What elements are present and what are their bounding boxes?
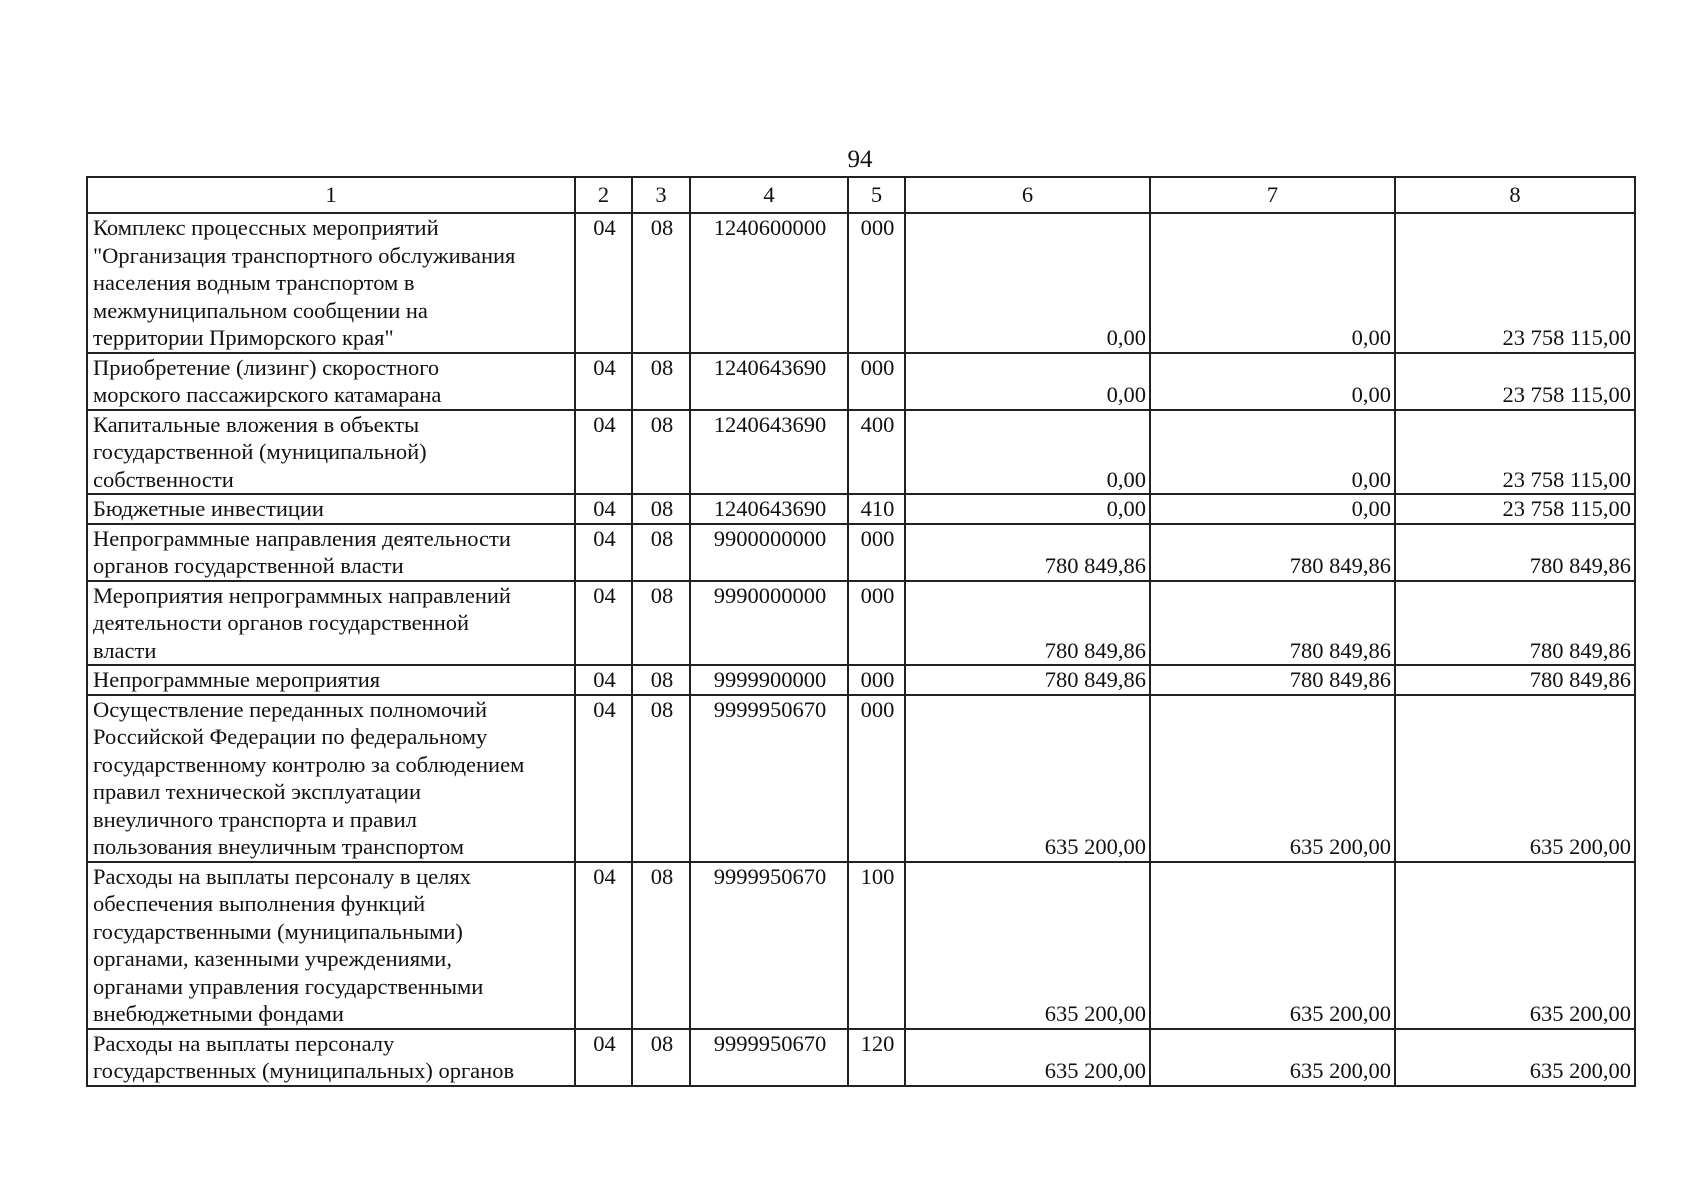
table-row xyxy=(87,1029,1635,1086)
expense-type-cell: 100 xyxy=(848,862,905,1029)
subsection-code-cell: 08 xyxy=(632,1029,690,1086)
row-name-cell: Расходы на выплаты персоналу государственных (муниципальных) органов xyxy=(87,1029,575,1086)
amount-cell-6: 0,00 xyxy=(905,213,1150,353)
amount-cell-6: 780 849,86 xyxy=(905,665,1150,695)
row-name-cell: Осуществление переданных полномочий Российской Федерации по федеральному государственному контролю за соблюдением правил технической эксплуатации внеуличного транспорта и правил пользования внеуличным транспортом xyxy=(87,695,575,862)
expense-type-cell: 400 xyxy=(848,410,905,495)
target-article-cell: 1240643690 xyxy=(690,494,848,524)
expense-type-cell: 000 xyxy=(848,665,905,695)
table-row xyxy=(87,213,1635,353)
subsection-code-cell: 08 xyxy=(632,524,690,581)
amount-cell-8: 780 849,86 xyxy=(1395,524,1635,581)
amount-cell-6: 635 200,00 xyxy=(905,695,1150,862)
amount-cell-8: 23 758 115,00 xyxy=(1395,353,1635,410)
row-name-cell: Расходы на выплаты персоналу в целях обеспечения выполнения функций государственными (муниципальными) органами, казенными учреждениями, органами управления государственными внебюджетными фондами xyxy=(87,862,575,1029)
subsection-code-cell: 08 xyxy=(632,581,690,666)
subsection-code-cell: 08 xyxy=(632,695,690,862)
amount-cell-7: 0,00 xyxy=(1150,494,1395,524)
expense-type-cell: 000 xyxy=(848,524,905,581)
row-name-cell: Бюджетные инвестиции xyxy=(87,494,575,524)
target-article-cell: 1240643690 xyxy=(690,353,848,410)
amount-cell-6: 635 200,00 xyxy=(905,1029,1150,1086)
amount-cell-8: 635 200,00 xyxy=(1395,862,1635,1029)
section-code-cell: 04 xyxy=(575,353,632,410)
amount-cell-7: 0,00 xyxy=(1150,410,1395,495)
row-name-cell: Комплекс процессных мероприятий "Организация транспортного обслуживания населения водным транспортом в межмуниципальном сообщении на территории Приморского края" xyxy=(87,213,575,353)
amount-cell-8: 780 849,86 xyxy=(1395,581,1635,666)
subsection-code-cell: 08 xyxy=(632,213,690,353)
target-article-cell: 9999950670 xyxy=(690,862,848,1029)
amount-cell-7: 780 849,86 xyxy=(1150,581,1395,666)
column-header: 5 xyxy=(848,177,905,213)
column-header: 1 xyxy=(87,177,575,213)
row-name-cell: Непрограммные направления деятельности органов государственной власти xyxy=(87,524,575,581)
amount-cell-8: 635 200,00 xyxy=(1395,1029,1635,1086)
table-row xyxy=(87,410,1635,495)
amount-cell-6: 780 849,86 xyxy=(905,524,1150,581)
expense-type-cell: 000 xyxy=(848,213,905,353)
target-article-cell: 9999900000 xyxy=(690,665,848,695)
section-code-cell: 04 xyxy=(575,213,632,353)
amount-cell-7: 0,00 xyxy=(1150,213,1395,353)
section-code-cell: 04 xyxy=(575,695,632,862)
subsection-code-cell: 08 xyxy=(632,862,690,1029)
row-name-cell: Приобретение (лизинг) скоростного морского пассажирского катамарана xyxy=(87,353,575,410)
row-name-cell: Мероприятия непрограммных направлений деятельности органов государственной власти xyxy=(87,581,575,666)
subsection-code-cell: 08 xyxy=(632,665,690,695)
target-article-cell: 9999950670 xyxy=(690,1029,848,1086)
section-code-cell: 04 xyxy=(575,410,632,495)
row-name-cell: Непрограммные мероприятия xyxy=(87,665,575,695)
budget-table xyxy=(86,176,1636,1087)
amount-cell-8: 23 758 115,00 xyxy=(1395,494,1635,524)
target-article-cell: 9900000000 xyxy=(690,524,848,581)
amount-cell-7: 635 200,00 xyxy=(1150,695,1395,862)
subsection-code-cell: 08 xyxy=(632,410,690,495)
expense-type-cell: 000 xyxy=(848,581,905,666)
column-number-row xyxy=(87,177,1635,213)
column-header: 8 xyxy=(1395,177,1635,213)
amount-cell-6: 0,00 xyxy=(905,410,1150,495)
expense-type-cell: 000 xyxy=(848,695,905,862)
target-article-cell: 9999950670 xyxy=(690,695,848,862)
amount-cell-6: 635 200,00 xyxy=(905,862,1150,1029)
table-row xyxy=(87,494,1635,524)
section-code-cell: 04 xyxy=(575,581,632,666)
column-header: 3 xyxy=(632,177,690,213)
table-row xyxy=(87,665,1635,695)
amount-cell-6: 780 849,86 xyxy=(905,581,1150,666)
column-header: 7 xyxy=(1150,177,1395,213)
expense-type-cell: 120 xyxy=(848,1029,905,1086)
table-row xyxy=(87,581,1635,666)
amount-cell-7: 0,00 xyxy=(1150,353,1395,410)
section-code-cell: 04 xyxy=(575,494,632,524)
table-row xyxy=(87,695,1635,862)
table-row xyxy=(87,353,1635,410)
subsection-code-cell: 08 xyxy=(632,353,690,410)
column-header: 2 xyxy=(575,177,632,213)
section-code-cell: 04 xyxy=(575,665,632,695)
section-code-cell: 04 xyxy=(575,524,632,581)
target-article-cell: 1240600000 xyxy=(690,213,848,353)
amount-cell-6: 0,00 xyxy=(905,494,1150,524)
table-row xyxy=(87,524,1635,581)
section-code-cell: 04 xyxy=(575,862,632,1029)
section-code-cell: 04 xyxy=(575,1029,632,1086)
target-article-cell: 1240643690 xyxy=(690,410,848,495)
target-article-cell: 9990000000 xyxy=(690,581,848,666)
amount-cell-7: 780 849,86 xyxy=(1150,665,1395,695)
amount-cell-8: 780 849,86 xyxy=(1395,665,1635,695)
subsection-code-cell: 08 xyxy=(632,494,690,524)
expense-type-cell: 410 xyxy=(848,494,905,524)
table-row xyxy=(87,862,1635,1029)
amount-cell-8: 23 758 115,00 xyxy=(1395,410,1635,495)
page-number: 94 xyxy=(847,146,873,173)
expense-type-cell: 000 xyxy=(848,353,905,410)
amount-cell-7: 635 200,00 xyxy=(1150,1029,1395,1086)
row-name-cell: Капитальные вложения в объекты государственной (муниципальной) собственности xyxy=(87,410,575,495)
amount-cell-6: 0,00 xyxy=(905,353,1150,410)
amount-cell-8: 635 200,00 xyxy=(1395,695,1635,862)
column-header: 4 xyxy=(690,177,848,213)
amount-cell-7: 635 200,00 xyxy=(1150,862,1395,1029)
amount-cell-7: 780 849,86 xyxy=(1150,524,1395,581)
column-header: 6 xyxy=(905,177,1150,213)
amount-cell-8: 23 758 115,00 xyxy=(1395,213,1635,353)
